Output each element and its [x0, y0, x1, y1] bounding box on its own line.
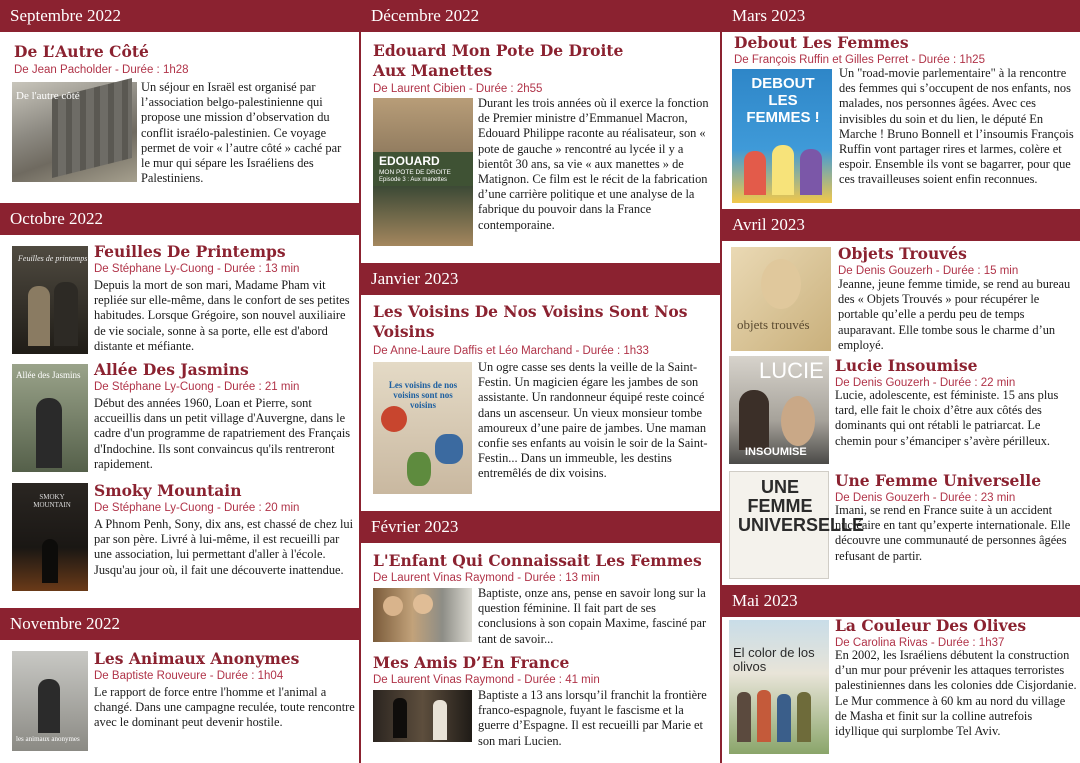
poster-text: Les voisins de nos voisins sont nos voisins	[388, 380, 458, 410]
film-meta: De Stéphane Ly-Cuong - Durée : 13 min	[94, 263, 300, 275]
film-description: Baptiste a 13 ans lorsqu’il franchit la frontière franco-espagnole, fuyant le fascisme et la guerre d’Espagne. Il est recueilli par Marie et son mari Lucien.	[478, 688, 707, 748]
poster-text: UNE FEMME UNIVERSELLE	[738, 477, 865, 535]
film-title: Feuilles De Printemps	[94, 242, 286, 261]
film-poster	[373, 690, 472, 742]
film-description: Depuis la mort de son mari, Madame Pham vit repliée sur elle-même, dans le confort de ses petites habitudes. Lorsque Grégoire, son nouvel auxiliaire de vie sociale, sonne à sa porte, elle est d'abord distante et méfiante.	[94, 278, 350, 353]
month-header-novembre: Novembre 2022	[0, 608, 359, 640]
film-meta: De Laurent Vinas Raymond - Durée : 13 min	[373, 572, 600, 584]
poster-subtitle: MON POTE DE DROITE	[379, 169, 451, 176]
film-poster	[373, 98, 473, 246]
column-1	[0, 0, 359, 763]
film-description: Durant les trois années où il exerce la fonction de Premier ministre d’Emmanuel Macron, Edouard Philippe raconte au réalisateur, son « pote de gauche » rencontré au lycée il y a bientôt 30 ans, sa vie « aux manettes » de Matignon. Ce film est le récit de la fabrication d’une carrière politique et une analyse de la fabrique du pouvoir dans la France contemporaine.	[478, 96, 709, 232]
month-header-decembre: Décembre 2022	[361, 0, 720, 32]
film-description: Jeanne, jeune femme timide, se rend au bureau des « Objets Trouvés » pour récupérer le portable qu’elle a perdu peu de temps auparavant. Elle tombe sous le charme d’un employé.	[838, 277, 1071, 352]
film-title: Edouard Mon Pote De Droite Aux Manettes	[373, 41, 624, 80]
film-poster	[729, 471, 865, 579]
poster-text: Feuilles de printemps	[18, 254, 88, 263]
film-meta: De Laurent Vinas Raymond - Durée : 41 min	[373, 674, 600, 686]
film-poster	[729, 356, 829, 464]
column-2	[361, 0, 720, 763]
film-meta: De Stéphane Ly-Cuong - Durée : 20 min	[94, 502, 300, 514]
film-poster	[12, 651, 88, 751]
film-title: Debout Les Femmes	[734, 33, 909, 52]
film-poster	[373, 362, 472, 494]
film-meta: De Anne-Laure Daffis et Léo Marchand - Durée : 1h33	[373, 345, 649, 357]
film-description: En 2002, les Israéliens débutent la construction d’un mur pour prévenir les attaques terroristes palestiniennes dans les colonies dde Cisjordanie. Le Mur commence à 60 km au nord du village de Masha et finit sur la colline autrefois idyllique qui surplombe Tel Aviv.	[835, 648, 1077, 739]
poster-text: objets trouvés	[737, 317, 810, 332]
film-poster	[373, 588, 472, 642]
film-title: Les Voisins De Nos Voisins Sont Nos Voisins	[373, 302, 688, 341]
month-header-fevrier: Février 2023	[361, 511, 720, 543]
film-poster	[12, 246, 88, 354]
film-title: Une Femme Universelle	[835, 471, 1042, 490]
poster-text: Allée des Jasmins	[16, 370, 81, 380]
poster-text: SMOKY MOUNTAIN	[33, 493, 71, 509]
film-poster	[729, 620, 829, 754]
film-poster	[12, 483, 88, 591]
film-title: La Couleur Des Olives	[835, 616, 1027, 635]
film-meta: De Carolina Rivas - Durée : 1h37	[835, 637, 1005, 649]
film-title: Mes Amis D’En France	[373, 653, 570, 672]
month-header-septembre: Septembre 2022	[0, 0, 359, 32]
film-description: Début des années 1960, Loan et Pierre, sont accueillis dans un petit village d'Auvergne, dans le cadre d'un programme de rapatriement des Français d'Indochine. Ils sont convaincus qu'ils rentreront rapidement.	[94, 396, 351, 471]
film-description: Lucie, adolescente, est féministe. 15 ans plus tard, elle fait le choix d’être aux côtés des dominants qui ont rétabli le patriarcat. Le chemin pour s’émanciper s’avère périlleux.	[835, 388, 1059, 448]
month-header-octobre: Octobre 2022	[0, 203, 359, 235]
film-description: Un "road-movie parlementaire" à la rencontre des femmes qui s’occupent de nos enfants, nos malades, nos personnes âgées. Avec ces invisibles du soin et du lien, le député En Marche ! Bruno Bonnell et l’insoumis François Ruffin vont partager rires et larmes, colère et espoir. Ensemble ils vont se bagarrer, pour que ces travailleuses soient enfin reconnues.	[839, 66, 1074, 187]
film-meta: De Jean Pacholder - Durée : 1h28	[14, 64, 189, 76]
column-3	[722, 0, 1080, 763]
film-description: Imani, se rend en France suite à un accident nucléaire en tant qu’experte internationale. Elle découvre une communauté de personnes âgées refusant de partir.	[835, 503, 1071, 563]
poster-episode: Episode 3 : Aux manettes	[379, 177, 448, 183]
film-meta: De François Ruffin et Gilles Perret - Durée : 1h25	[734, 54, 985, 66]
film-title: Smoky Mountain	[94, 481, 242, 500]
film-meta: De Denis Gouzerh - Durée : 22 min	[835, 377, 1016, 389]
poster-text: El color de los olivos	[733, 645, 815, 674]
film-poster	[732, 69, 832, 203]
film-description: A Phnom Penh, Sony, dix ans, est chassé de chez lui par son père. Livré à lui-même, il est recueilli par une association, lui permettant d'aller à l'école. Jusqu'au jour où, il fait une découverte inattendue.	[94, 517, 354, 577]
poster-title: EDOUARD	[379, 154, 440, 168]
film-description: Un séjour en Israël est organisé par l’association belgo-palestinienne qui propose une mission d’observation du conflit israélo-palestinien. Ce voyage permet de voir « l’autre côté » caché par le mur qui sépare les Israéliens des Palestiniens.	[141, 80, 342, 186]
film-title: Les Animaux Anonymes	[94, 649, 300, 668]
poster-text: De l'autre côté	[16, 90, 80, 102]
film-meta: De Baptiste Rouveure - Durée : 1h04	[94, 670, 284, 682]
film-title: Lucie Insoumise	[835, 356, 978, 375]
poster-title: LUCIE	[759, 358, 824, 383]
film-poster	[12, 364, 88, 472]
film-meta: De Stéphane Ly-Cuong - Durée : 21 min	[94, 381, 300, 393]
film-description: Un ogre casse ses dents la veille de la Saint-Festin. Un magicien égare les jambes de son assistante. Un randonneur équipé reste coincé dans un ascenseur. Un vieux monsieur tombe amoureux d’une paire de jambes. Une maman confie ses enfants au voisin le soir de la Saint-Festin... Dans un immeuble, les destins entremêlés de dix voisins.	[478, 360, 708, 481]
poster-subtitle: INSOUMISE	[745, 446, 807, 458]
film-description: Le rapport de force entre l'homme et l'animal a changé. Dans une campagne reculée, toute rencontre avec le dominant peut devenir hostile.	[94, 685, 355, 730]
film-title: Allée Des Jasmins	[94, 360, 249, 379]
film-description: Baptiste, onze ans, pense en savoir long sur la question féminine. Il fait part de ses conclusions à son copain Maxime, fasciné par tant de savoir...	[478, 586, 707, 646]
film-title: L'Enfant Qui Connaissait Les Femmes	[373, 551, 702, 570]
film-poster	[731, 247, 831, 351]
film-title: De L’Autre Côté	[14, 42, 149, 61]
poster-text: les animaux anonymes	[16, 735, 80, 743]
film-meta: De Denis Gouzerh - Durée : 15 min	[838, 265, 1019, 277]
film-meta: De Denis Gouzerh - Durée : 23 min	[835, 492, 1016, 504]
film-title: Objets Trouvés	[838, 244, 967, 263]
month-header-mars: Mars 2023	[722, 0, 1080, 32]
month-header-janvier: Janvier 2023	[361, 263, 720, 295]
film-poster	[12, 82, 137, 182]
poster-text: DEBOUT LES FEMMES !	[746, 75, 820, 126]
film-meta: De Laurent Cibien - Durée : 2h55	[373, 83, 543, 95]
month-header-avril: Avril 2023	[722, 209, 1080, 241]
month-header-mai: Mai 2023	[722, 585, 1080, 617]
